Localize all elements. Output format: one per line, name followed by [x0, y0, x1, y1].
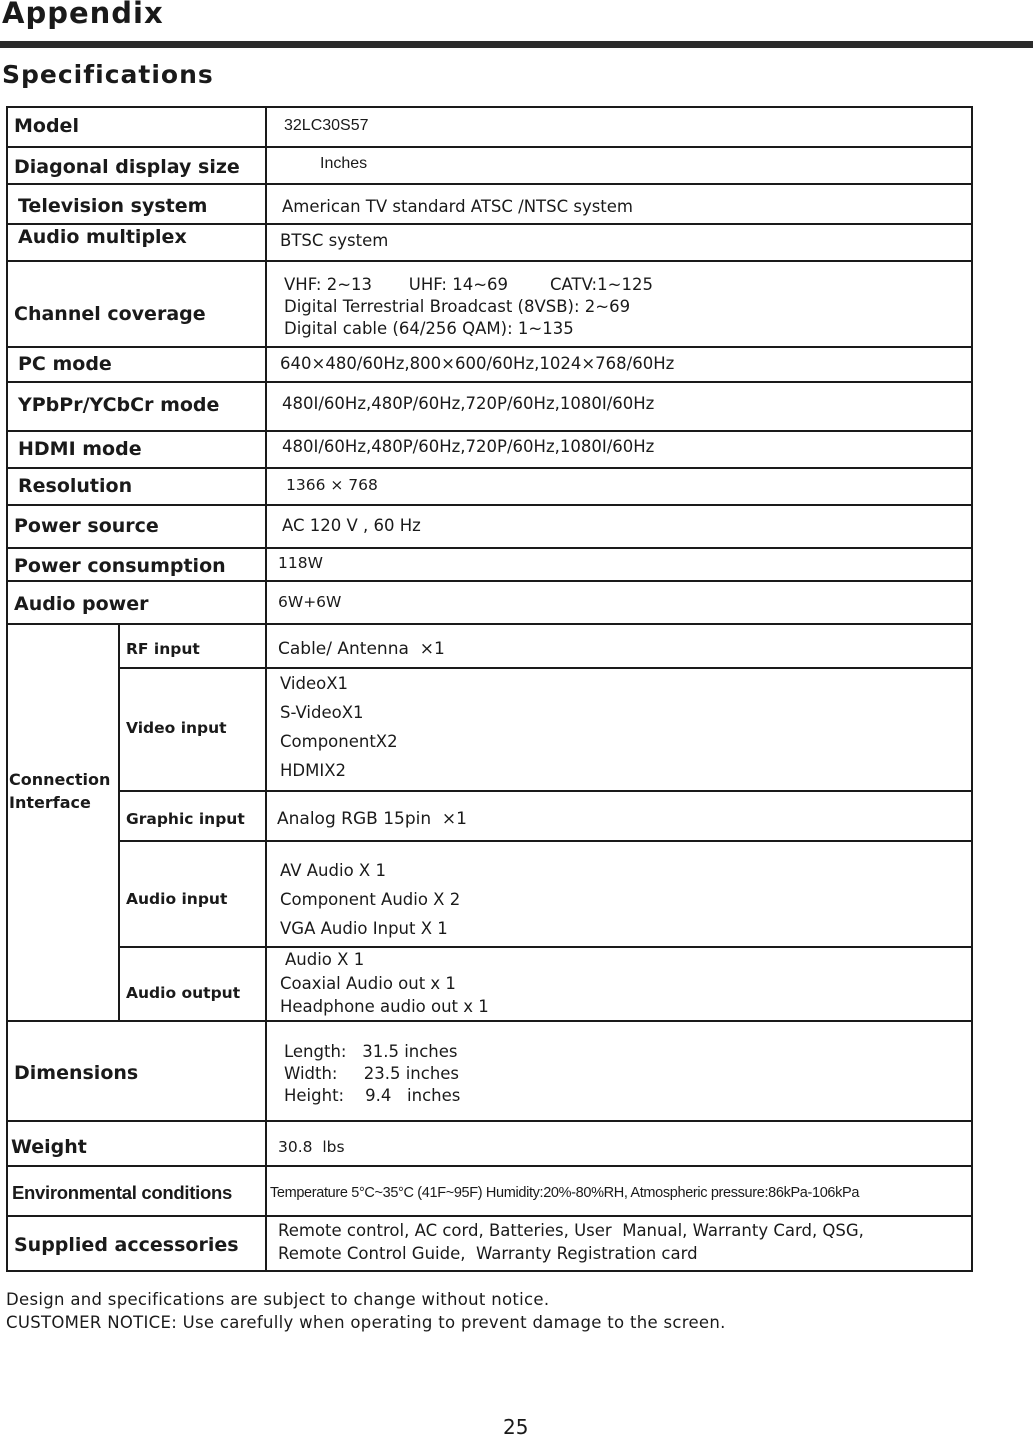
row-line: [118, 667, 973, 669]
row-line: [118, 790, 973, 792]
value-audio-power: 6W+6W: [278, 593, 342, 611]
row-line: [6, 381, 973, 383]
connection-divider: [118, 624, 120, 1021]
value-audio-out-3: Headphone audio out x 1: [280, 997, 489, 1016]
value-audio-in-3: VGA Audio Input X 1: [280, 919, 448, 938]
row-line: [6, 1120, 973, 1122]
label-power-source: Power source: [14, 515, 159, 537]
page-number: 25: [503, 1415, 529, 1439]
label-environment: Environmental conditions: [12, 1182, 232, 1203]
label-audio-multiplex: Audio multiplex: [18, 226, 187, 248]
value-tv-system: American TV standard ATSC /NTSC system: [282, 197, 634, 216]
value-hdmi-mode: 480I/60Hz,480P/60Hz,720P/60Hz,1080I/60Hz: [282, 437, 655, 456]
label-video-input: Video input: [126, 719, 227, 737]
label-audio-input: Audio input: [126, 890, 228, 908]
value-graphic-input: Analog RGB 15pin ×1: [277, 809, 467, 829]
value-dimension-width: Width: 23.5 inches: [284, 1064, 460, 1083]
label-audio-power: Audio power: [14, 593, 149, 615]
label-model: Model: [14, 115, 79, 137]
value-power-consumption: 118W: [278, 554, 323, 572]
value-channel-1: VHF: 2~13 UHF: 14~69 CATV:1~125: [284, 275, 653, 294]
label-ypbpr: YPbPr/YCbCr mode: [18, 394, 220, 416]
value-rf-input: Cable/ Antenna ×1: [278, 639, 445, 659]
value-ypbpr: 480I/60Hz,480P/60Hz,720P/60Hz,1080I/60Hz: [282, 394, 655, 413]
value-pc-mode: 640×480/60Hz,800×600/60Hz,1024×768/60Hz: [280, 354, 675, 373]
value-diagonal: Inches: [320, 155, 368, 172]
section-title: Specifications: [2, 60, 214, 89]
label-resolution: Resolution: [18, 475, 133, 497]
label-dimensions: Dimensions: [14, 1062, 139, 1084]
row-line: [6, 260, 973, 262]
label-connection-1: Connection: [9, 770, 111, 789]
value-channel-2: Digital Terrestrial Broadcast (8VSB): 2~69: [284, 297, 631, 316]
row-line: [6, 1270, 973, 1272]
label-rf-input: RF input: [126, 640, 200, 658]
value-accessories-1: Remote control, AC cord, Batteries, User Manual, Warranty Card, QSG,: [278, 1221, 864, 1240]
label-graphic-input: Graphic input: [126, 810, 245, 828]
row-line: [118, 840, 973, 842]
row-line: [6, 146, 973, 148]
row-line: [6, 580, 973, 582]
value-audio-in-2: Component Audio X 2: [280, 890, 461, 909]
value-audio-multiplex: BTSC system: [280, 231, 389, 250]
row-line: [6, 1020, 973, 1022]
row-line: [6, 183, 973, 185]
row-line: [6, 467, 973, 469]
value-audio-in-1: AV Audio X 1: [280, 861, 386, 880]
row-line: [6, 1215, 973, 1217]
value-weight: 30.8 lbs: [278, 1138, 345, 1156]
table-border-left: [6, 106, 8, 1272]
value-environment: Temperature 5°C~35°C (41F~95F) Humidity:20%-80%RH, Atmospheric pressure:86kPa-106kPa: [270, 1185, 860, 1201]
value-video-3: ComponentX2: [280, 732, 398, 751]
title-rule: [0, 41, 1033, 48]
row-line: [6, 623, 973, 625]
label-diagonal: Diagonal display size: [14, 156, 240, 178]
label-pc-mode: PC mode: [18, 353, 112, 375]
page-title: Appendix: [2, 0, 164, 30]
value-audio-out-2: Coaxial Audio out x 1: [280, 974, 456, 993]
value-channel-3: Digital cable (64/256 QAM): 1~135: [284, 319, 574, 338]
row-line: [6, 430, 973, 432]
label-power-consumption: Power consumption: [14, 555, 226, 577]
value-video-4: HDMIX2: [280, 761, 347, 780]
label-weight: Weight: [11, 1136, 87, 1158]
value-model: 32LC30S57: [284, 117, 369, 134]
value-video-2: S-VideoX1: [280, 703, 364, 722]
label-accessories: Supplied accessories: [14, 1234, 239, 1256]
row-line: [6, 1165, 973, 1167]
value-dimension-height: Height: 9.4 inches: [284, 1086, 461, 1105]
label-connection-2: Interface: [9, 793, 91, 812]
row-line: [6, 504, 973, 506]
label-hdmi-mode: HDMI mode: [18, 438, 142, 460]
footer-customer-notice: CUSTOMER NOTICE: Use carefully when operating to prevent damage to the screen.: [6, 1313, 726, 1332]
label-tv-system: Television system: [18, 195, 208, 217]
row-line: [6, 547, 973, 549]
value-dimension-length: Length: 31.5 inches: [284, 1042, 458, 1061]
value-accessories-2: Remote Control Guide, Warranty Registration card: [278, 1244, 698, 1263]
row-line: [6, 223, 973, 225]
row-line: [6, 106, 973, 108]
row-line: [118, 946, 973, 948]
table-border-right: [971, 106, 973, 1272]
value-video-1: VideoX1: [280, 674, 349, 693]
value-power-source: AC 120 V , 60 Hz: [282, 516, 421, 535]
label-channel: Channel coverage: [14, 303, 206, 325]
footer-note: Design and specifications are subject to change without notice.: [6, 1290, 550, 1309]
column-divider: [265, 106, 267, 1272]
label-audio-output: Audio output: [126, 984, 241, 1002]
row-line: [6, 346, 973, 348]
value-audio-out-1: Audio X 1: [285, 950, 365, 969]
value-resolution: 1366 × 768: [286, 476, 378, 494]
